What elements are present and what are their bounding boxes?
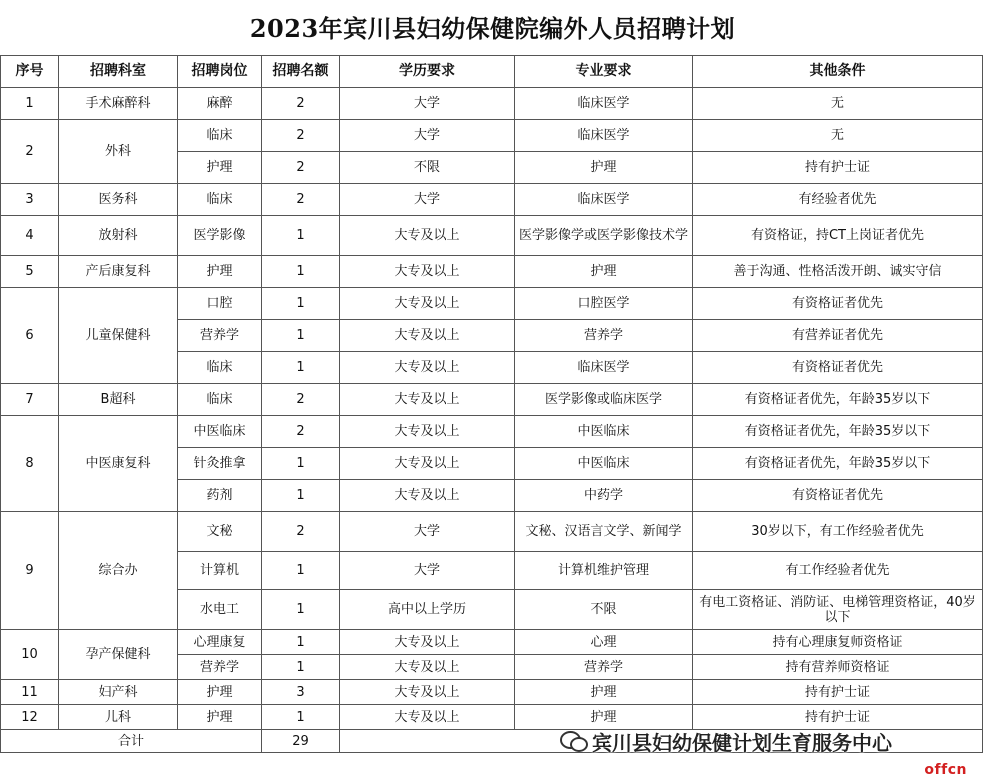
no-cell: 1 — [1, 88, 59, 120]
count-cell: 1 — [262, 352, 340, 384]
count-cell: 1 — [262, 256, 340, 288]
dept-cell: 孕产保健科 — [59, 630, 178, 680]
table-row — [1, 88, 983, 120]
count-cell: 1 — [262, 216, 340, 256]
count-cell: 1 — [262, 288, 340, 320]
header-edu: 学历要求 — [340, 56, 515, 88]
post-cell: 临床 — [178, 184, 262, 216]
post-cell: 计算机 — [178, 552, 262, 590]
major-cell: 营养学 — [515, 655, 693, 680]
other-cell: 30岁以下，有工作经验者优先 — [693, 512, 983, 552]
post-cell: 护理 — [178, 705, 262, 730]
post-cell: 护理 — [178, 152, 262, 184]
wechat-icon — [560, 729, 588, 753]
other-cell: 持有护士证 — [693, 680, 983, 705]
major-cell: 护理 — [515, 152, 693, 184]
other-cell: 持有营养师资格证 — [693, 655, 983, 680]
other-cell: 无 — [693, 88, 983, 120]
table-row — [1, 512, 983, 552]
count-cell: 2 — [262, 88, 340, 120]
count-cell: 2 — [262, 152, 340, 184]
other-cell: 有资格证者优先，年龄35岁以下 — [693, 448, 983, 480]
major-cell: 临床医学 — [515, 184, 693, 216]
table-row — [1, 120, 983, 152]
header-no: 序号 — [1, 56, 59, 88]
major-cell: 临床医学 — [515, 88, 693, 120]
edu-cell: 大专及以上 — [340, 630, 515, 655]
brand-logo: offcn — [924, 762, 967, 778]
dept-cell: 产后康复科 — [59, 256, 178, 288]
major-cell: 中药学 — [515, 480, 693, 512]
major-cell: 护理 — [515, 256, 693, 288]
post-cell: 临床 — [178, 120, 262, 152]
count-cell: 1 — [262, 448, 340, 480]
header-post: 招聘岗位 — [178, 56, 262, 88]
post-cell: 医学影像 — [178, 216, 262, 256]
post-cell: 营养学 — [178, 320, 262, 352]
edu-cell: 大专及以上 — [340, 705, 515, 730]
count-cell: 2 — [262, 512, 340, 552]
edu-cell: 大专及以上 — [340, 320, 515, 352]
major-cell: 护理 — [515, 680, 693, 705]
major-cell: 营养学 — [515, 320, 693, 352]
count-cell: 1 — [262, 590, 340, 630]
count-cell: 1 — [262, 480, 340, 512]
major-cell: 临床医学 — [515, 352, 693, 384]
table-row — [1, 216, 983, 256]
edu-cell: 大专及以上 — [340, 448, 515, 480]
edu-cell: 大学 — [340, 88, 515, 120]
other-cell: 有经验者优先 — [693, 184, 983, 216]
edu-cell: 不限 — [340, 152, 515, 184]
dept-cell: 综合办 — [59, 512, 178, 630]
major-cell: 心理 — [515, 630, 693, 655]
edu-cell: 大学 — [340, 512, 515, 552]
edu-cell: 大学 — [340, 120, 515, 152]
edu-cell: 大学 — [340, 184, 515, 216]
recruitment-table — [0, 55, 983, 753]
count-cell: 3 — [262, 680, 340, 705]
post-cell: 护理 — [178, 256, 262, 288]
post-cell: 药剂 — [178, 480, 262, 512]
no-cell: 6 — [1, 288, 59, 384]
watermark — [560, 726, 892, 756]
post-cell: 营养学 — [178, 655, 262, 680]
dept-cell: 中医康复科 — [59, 416, 178, 512]
table-row — [1, 416, 983, 448]
edu-cell: 大专及以上 — [340, 216, 515, 256]
edu-cell: 大专及以上 — [340, 680, 515, 705]
other-cell: 有营养证者优先 — [693, 320, 983, 352]
other-cell: 持有心理康复师资格证 — [693, 630, 983, 655]
other-cell: 有资格证者优先，年龄35岁以下 — [693, 416, 983, 448]
header-other: 其他条件 — [693, 56, 983, 88]
post-cell: 水电工 — [178, 590, 262, 630]
post-cell: 中医临床 — [178, 416, 262, 448]
edu-cell: 高中以上学历 — [340, 590, 515, 630]
count-cell: 1 — [262, 630, 340, 655]
table-row — [1, 680, 983, 705]
count-cell: 2 — [262, 120, 340, 152]
other-cell: 有资格证者优先 — [693, 352, 983, 384]
count-cell: 1 — [262, 655, 340, 680]
post-cell: 麻醉 — [178, 88, 262, 120]
table-row — [1, 184, 983, 216]
table-row — [1, 630, 983, 655]
dept-cell: 妇产科 — [59, 680, 178, 705]
post-cell: 心理康复 — [178, 630, 262, 655]
other-cell: 有资格证者优先 — [693, 480, 983, 512]
major-cell: 文秘、汉语言文学、新闻学 — [515, 512, 693, 552]
no-cell: 11 — [1, 680, 59, 705]
major-cell: 中医临床 — [515, 416, 693, 448]
dept-cell: 外科 — [59, 120, 178, 184]
no-cell: 7 — [1, 384, 59, 416]
no-cell: 2 — [1, 120, 59, 184]
header-count: 招聘名额 — [262, 56, 340, 88]
dept-cell: B超科 — [59, 384, 178, 416]
count-cell: 1 — [262, 705, 340, 730]
other-cell: 善于沟通、性格活泼开朗、诚实守信 — [693, 256, 983, 288]
no-cell: 5 — [1, 256, 59, 288]
watermark-text: 宾川县妇幼保健计划生育服务中心 — [592, 730, 892, 755]
major-cell: 临床医学 — [515, 120, 693, 152]
post-cell: 口腔 — [178, 288, 262, 320]
edu-cell: 大专及以上 — [340, 384, 515, 416]
page-title: 2023年宾川县妇幼保健院编外人员招聘计划 — [249, 13, 736, 43]
other-cell: 有资格证者优先 — [693, 288, 983, 320]
other-cell: 持有护士证 — [693, 705, 983, 730]
dept-cell: 放射科 — [59, 216, 178, 256]
major-cell: 护理 — [515, 705, 693, 730]
edu-cell: 大专及以上 — [340, 416, 515, 448]
total-count: 29 — [262, 730, 340, 753]
other-cell: 有电工资格证、消防证、电梯管理资格证，40岁以下 — [693, 590, 983, 630]
no-cell: 4 — [1, 216, 59, 256]
dept-cell: 手术麻醉科 — [59, 88, 178, 120]
post-cell: 文秘 — [178, 512, 262, 552]
post-cell: 临床 — [178, 352, 262, 384]
post-cell: 临床 — [178, 384, 262, 416]
other-cell: 有资格证，持CT上岗证者优先 — [693, 216, 983, 256]
count-cell: 2 — [262, 184, 340, 216]
edu-cell: 大学 — [340, 552, 515, 590]
major-cell: 计算机维护管理 — [515, 552, 693, 590]
other-cell: 无 — [693, 120, 983, 152]
post-cell: 护理 — [178, 680, 262, 705]
total-label: 合计 — [1, 730, 262, 753]
table-row — [1, 384, 983, 416]
dept-cell: 医务科 — [59, 184, 178, 216]
no-cell: 3 — [1, 184, 59, 216]
header-row — [1, 56, 983, 88]
count-cell: 2 — [262, 416, 340, 448]
other-cell: 有资格证者优先，年龄35岁以下 — [693, 384, 983, 416]
table-row — [1, 288, 983, 320]
dept-cell: 儿科 — [59, 705, 178, 730]
other-cell: 有工作经验者优先 — [693, 552, 983, 590]
major-cell: 口腔医学 — [515, 288, 693, 320]
major-cell: 中医临床 — [515, 448, 693, 480]
no-cell: 12 — [1, 705, 59, 730]
header-major: 专业要求 — [515, 56, 693, 88]
header-dept: 招聘科室 — [59, 56, 178, 88]
edu-cell: 大专及以上 — [340, 352, 515, 384]
major-cell: 医学影像学或医学影像技术学 — [515, 216, 693, 256]
no-cell: 9 — [1, 512, 59, 630]
major-cell: 不限 — [515, 590, 693, 630]
count-cell: 1 — [262, 552, 340, 590]
edu-cell: 大专及以上 — [340, 655, 515, 680]
count-cell: 1 — [262, 320, 340, 352]
edu-cell: 大专及以上 — [340, 288, 515, 320]
post-cell: 针灸推拿 — [178, 448, 262, 480]
no-cell: 10 — [1, 630, 59, 680]
edu-cell: 大专及以上 — [340, 480, 515, 512]
count-cell: 2 — [262, 384, 340, 416]
no-cell: 8 — [1, 416, 59, 512]
table-row — [1, 256, 983, 288]
other-cell: 持有护士证 — [693, 152, 983, 184]
dept-cell: 儿童保健科 — [59, 288, 178, 384]
edu-cell: 大专及以上 — [340, 256, 515, 288]
major-cell: 医学影像或临床医学 — [515, 384, 693, 416]
